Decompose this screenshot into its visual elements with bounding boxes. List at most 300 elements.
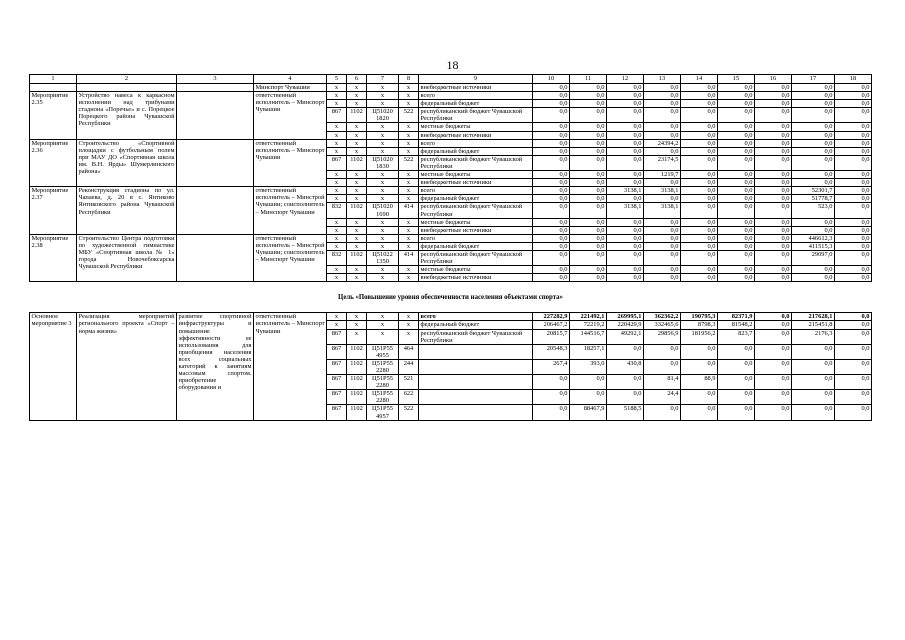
source-cell: внебюджетные источники (419, 274, 533, 282)
code-cell: Ц51020 1690 (367, 203, 399, 218)
value-cell: 0,0 (533, 242, 570, 250)
value-cell: 0,0 (755, 234, 792, 242)
code-cell: x (327, 131, 347, 139)
code-cell: x (347, 313, 367, 321)
value-cell: 0,0 (570, 195, 607, 203)
value-cell: 0,0 (644, 234, 681, 242)
value-cell: 0,0 (755, 147, 792, 155)
source-cell: всего (419, 234, 533, 242)
value-cell: 29097,0 (792, 250, 835, 265)
value-cell: 0,0 (718, 92, 755, 100)
executor-cell: ответственный исполнитель – Минспорт Чувашии (254, 92, 327, 140)
value-cell: 227282,9 (533, 313, 570, 321)
value-cell: 0,0 (681, 100, 718, 108)
value-cell: 0,0 (533, 84, 570, 92)
value-cell: 0,0 (792, 405, 835, 420)
value-cell: 823,7 (718, 329, 755, 344)
code-cell: x (367, 218, 399, 226)
code-cell: x (327, 139, 347, 147)
code-cell: x (327, 147, 347, 155)
value-cell: 3138,1 (607, 203, 644, 218)
value-cell: 0,0 (755, 405, 792, 420)
code-cell: x (367, 321, 399, 329)
activity-name-cell: Мероприятие 2.35 (30, 92, 77, 140)
value-cell: 0,0 (718, 139, 755, 147)
code-cell: x (347, 179, 367, 187)
value-cell: 0,0 (644, 108, 681, 123)
code-cell: Ц51022 1350 (367, 250, 399, 265)
value-cell: 0,0 (570, 187, 607, 195)
value-cell: 0,0 (644, 344, 681, 359)
value-cell: 206467,2 (533, 321, 570, 329)
source-cell (419, 359, 533, 374)
value-cell: 0,0 (835, 108, 872, 123)
code-cell: x (367, 147, 399, 155)
value-cell: 0,0 (755, 313, 792, 321)
table-row (30, 84, 872, 92)
value-cell: 0,0 (607, 375, 644, 390)
value-cell: 0,0 (644, 84, 681, 92)
code-cell: x (327, 242, 347, 250)
value-cell: 0,0 (755, 108, 792, 123)
code-cell: 1102 (347, 390, 367, 405)
source-cell: всего (419, 187, 533, 195)
value-cell: 0,0 (835, 375, 872, 390)
code-cell: x (347, 100, 367, 108)
value-cell: 0,0 (607, 266, 644, 274)
goal-heading: Цель «Повышение уровня обеспеченности населения объектами спорта» (30, 282, 872, 313)
code-cell: x (367, 123, 399, 131)
code-cell: x (347, 147, 367, 155)
code-cell: x (399, 147, 419, 155)
value-cell: 0,0 (835, 123, 872, 131)
value-cell: 0,0 (644, 242, 681, 250)
value-cell: 0,0 (681, 187, 718, 195)
value-cell: 362362,2 (644, 313, 681, 321)
source-cell: республиканский бюджет Чувашской Республики (419, 203, 533, 218)
value-cell: 0,0 (792, 92, 835, 100)
value-cell: 0,0 (570, 203, 607, 218)
code-cell: x (367, 100, 399, 108)
value-cell: 0,0 (718, 123, 755, 131)
value-cell: 20548,3 (533, 344, 570, 359)
code-cell: x (327, 100, 347, 108)
value-cell: 0,0 (792, 108, 835, 123)
value-cell: 0,0 (681, 131, 718, 139)
value-cell: 217628,1 (792, 313, 835, 321)
value-cell: 393,0 (570, 359, 607, 374)
executor-cell: ответственный исполнитель – Минспорт Чувашии (254, 139, 327, 187)
empty-cell (177, 84, 254, 92)
value-cell: 0,0 (607, 131, 644, 139)
value-cell: 0,0 (718, 187, 755, 195)
value-cell: 0,0 (755, 171, 792, 179)
code-cell: x (367, 187, 399, 195)
value-cell: 0,0 (607, 250, 644, 265)
value-cell: 221492,1 (570, 313, 607, 321)
value-cell: 52301,7 (792, 187, 835, 195)
value-cell: 0,0 (835, 179, 872, 187)
code-cell: x (367, 171, 399, 179)
value-cell: 0,0 (533, 187, 570, 195)
source-cell: местные бюджеты (419, 171, 533, 179)
code-cell: 622 (399, 390, 419, 405)
value-cell: 51778,7 (792, 195, 835, 203)
value-cell: 0,0 (570, 390, 607, 405)
value-cell: 0,0 (835, 84, 872, 92)
value-cell: 0,0 (755, 359, 792, 374)
value-cell: 5188,5 (607, 405, 644, 420)
value-cell: 0,0 (718, 147, 755, 155)
value-cell: 0,0 (718, 390, 755, 405)
col-header: 15 (718, 75, 755, 84)
value-cell: 0,0 (681, 250, 718, 265)
code-cell: 244 (399, 359, 419, 374)
value-cell: 0,0 (755, 344, 792, 359)
value-cell: 0,0 (792, 359, 835, 374)
value-cell: 190795,3 (681, 313, 718, 321)
value-cell: 0,0 (607, 195, 644, 203)
empty-cell (177, 234, 254, 282)
code-cell: Ц51Р55 4955 (367, 344, 399, 359)
code-cell: x (399, 242, 419, 250)
col-header: 12 (607, 75, 644, 84)
code-cell: x (347, 139, 367, 147)
source-cell: республиканский бюджет Чувашской Республики (419, 108, 533, 123)
code-cell: Ц51020 1820 (367, 108, 399, 123)
value-cell: 81548,2 (718, 321, 755, 329)
code-cell: x (399, 195, 419, 203)
value-cell: 81,4 (644, 375, 681, 390)
code-cell: x (367, 274, 399, 282)
value-cell: 0,0 (718, 266, 755, 274)
value-cell: 0,0 (644, 195, 681, 203)
col-header: 18 (835, 75, 872, 84)
code-cell: Ц51Р55 4957 (367, 405, 399, 420)
code-cell: 1102 (347, 359, 367, 374)
col-header: 6 (347, 75, 367, 84)
value-cell: 0,0 (607, 234, 644, 242)
value-cell: 0,0 (835, 321, 872, 329)
value-cell: 0,0 (533, 218, 570, 226)
value-cell: 0,0 (835, 313, 872, 321)
value-cell: 0,0 (755, 123, 792, 131)
value-cell: 0,0 (607, 108, 644, 123)
code-cell: x (399, 274, 419, 282)
code-cell: x (347, 226, 367, 234)
code-cell: 1102 (347, 344, 367, 359)
code-cell: x (347, 218, 367, 226)
value-cell: 0,0 (533, 195, 570, 203)
header-row (30, 75, 872, 84)
value-cell: 0,0 (533, 100, 570, 108)
value-cell: 0,0 (607, 100, 644, 108)
code-cell: x (347, 123, 367, 131)
value-cell: 24394,2 (644, 139, 681, 147)
code-cell: 522 (399, 155, 419, 170)
value-cell: 2176,3 (792, 329, 835, 344)
code-cell: 867 (327, 329, 347, 344)
code-cell: x (399, 139, 419, 147)
value-cell: 0,0 (533, 390, 570, 405)
value-cell: 0,0 (607, 274, 644, 282)
source-cell: местные бюджеты (419, 266, 533, 274)
code-cell: 414 (399, 203, 419, 218)
value-cell: 0,0 (755, 390, 792, 405)
code-cell: x (367, 195, 399, 203)
value-cell: 0,0 (607, 242, 644, 250)
value-cell: 0,0 (644, 179, 681, 187)
code-cell: x (399, 131, 419, 139)
code-cell: x (367, 329, 399, 344)
value-cell: 0,0 (755, 250, 792, 265)
value-cell: 0,0 (835, 100, 872, 108)
value-cell: 446612,3 (792, 234, 835, 242)
value-cell: 0,0 (570, 84, 607, 92)
goal-desc-cell: развитие спортивной инфраструктуры и повышение эффективности ее использования для приобщения населения всех социальных категорий к занятиям массовым спортом. приобретение оборудования и (177, 313, 254, 420)
code-cell: 1102 (347, 203, 367, 218)
value-cell: 0,0 (792, 147, 835, 155)
col-header: 16 (755, 75, 792, 84)
value-cell: 0,0 (681, 390, 718, 405)
value-cell: 0,0 (570, 375, 607, 390)
col-header: 2 (77, 75, 177, 84)
col-header: 14 (681, 75, 718, 84)
value-cell: 0,0 (681, 155, 718, 170)
value-cell: 0,0 (718, 155, 755, 170)
col-header: 13 (644, 75, 681, 84)
table-row (30, 234, 872, 242)
value-cell: 0,0 (533, 375, 570, 390)
value-cell: 0,0 (718, 226, 755, 234)
code-cell: 1102 (347, 155, 367, 170)
value-cell: 0,0 (835, 405, 872, 420)
value-cell: 0,0 (644, 100, 681, 108)
code-cell: x (399, 123, 419, 131)
col-header: 7 (367, 75, 399, 84)
source-cell: всего (419, 92, 533, 100)
budget-table (29, 74, 872, 421)
value-cell: 0,0 (792, 390, 835, 405)
value-cell: 0,0 (570, 147, 607, 155)
code-cell: x (399, 234, 419, 242)
empty-cell (177, 92, 254, 140)
value-cell: 0,0 (681, 274, 718, 282)
source-cell: внебюджетные источники (419, 226, 533, 234)
code-cell: x (367, 92, 399, 100)
code-cell: x (367, 234, 399, 242)
value-cell: 0,0 (607, 179, 644, 187)
value-cell: 0,0 (835, 359, 872, 374)
value-cell: 0,0 (792, 84, 835, 92)
value-cell: 0,0 (681, 147, 718, 155)
value-cell: 0,0 (681, 92, 718, 100)
value-cell: 0,0 (792, 266, 835, 274)
code-cell: 1102 (347, 375, 367, 390)
source-cell: внебюджетные источники (419, 84, 533, 92)
activity-desc-cell: Реализация мероприятий регионального проекта «Спорт – норма жизни» (77, 313, 177, 420)
executor-cell: Минспорт Чувашии (254, 84, 327, 92)
value-cell: 0,0 (835, 242, 872, 250)
col-header: 8 (399, 75, 419, 84)
value-cell: 3138,1 (607, 187, 644, 195)
code-cell: x (327, 84, 347, 92)
value-cell: 0,0 (681, 179, 718, 187)
value-cell: 49292,1 (607, 329, 644, 344)
value-cell: 220429,9 (607, 321, 644, 329)
value-cell: 0,0 (570, 100, 607, 108)
value-cell: 0,0 (755, 195, 792, 203)
value-cell: 523,0 (792, 203, 835, 218)
code-cell: x (399, 179, 419, 187)
value-cell: 0,0 (755, 218, 792, 226)
value-cell: 0,0 (755, 274, 792, 282)
code-cell: 867 (327, 155, 347, 170)
code-cell: x (327, 92, 347, 100)
source-cell: федеральный бюджет (419, 195, 533, 203)
code-cell: x (367, 266, 399, 274)
code-cell: x (327, 171, 347, 179)
code-cell: x (399, 100, 419, 108)
value-cell: 24,4 (644, 390, 681, 405)
value-cell: 267,4 (533, 359, 570, 374)
value-cell: 20815,7 (533, 329, 570, 344)
value-cell: 0,0 (607, 226, 644, 234)
code-cell: 464 (399, 344, 419, 359)
code-cell: 522 (399, 405, 419, 420)
value-cell: 0,0 (718, 405, 755, 420)
value-cell: 0,0 (607, 344, 644, 359)
value-cell: 0,0 (644, 92, 681, 100)
source-cell: местные бюджеты (419, 218, 533, 226)
value-cell: 430,8 (607, 359, 644, 374)
source-cell: федеральный бюджет (419, 242, 533, 250)
empty-cell (77, 84, 177, 92)
value-cell: 0,0 (644, 405, 681, 420)
value-cell: 0,0 (755, 203, 792, 218)
value-cell: 0,0 (533, 405, 570, 420)
value-cell: 0,0 (533, 92, 570, 100)
code-cell: x (367, 179, 399, 187)
value-cell: 0,0 (835, 218, 872, 226)
value-cell: 0,0 (835, 92, 872, 100)
value-cell: 0,0 (607, 147, 644, 155)
goal-row (30, 282, 872, 313)
value-cell: 0,0 (835, 131, 872, 139)
value-cell: 0,0 (755, 179, 792, 187)
col-header: 3 (177, 75, 254, 84)
code-cell: Ц51Р55 2280 (367, 375, 399, 390)
activity-name-cell: Мероприятие 2.38 (30, 234, 77, 282)
code-cell: x (399, 84, 419, 92)
value-cell: 0,0 (533, 139, 570, 147)
value-cell: 8798,3 (681, 321, 718, 329)
code-cell: x (347, 171, 367, 179)
value-cell: 0,0 (792, 171, 835, 179)
value-cell: 0,0 (755, 92, 792, 100)
value-cell: 82371,9 (718, 313, 755, 321)
activity-name-cell: Основное мероприятие 3 (30, 313, 77, 420)
page-number: 18 (446, 58, 459, 72)
value-cell: 0,0 (792, 123, 835, 131)
value-cell: 0,0 (570, 250, 607, 265)
code-cell: x (327, 266, 347, 274)
value-cell: 0,0 (644, 147, 681, 155)
col-header: 10 (533, 75, 570, 84)
value-cell: 0,0 (718, 344, 755, 359)
value-cell: 0,0 (533, 274, 570, 282)
value-cell: 0,0 (755, 226, 792, 234)
code-cell: x (347, 84, 367, 92)
value-cell: 0,0 (792, 344, 835, 359)
code-cell: 867 (327, 359, 347, 374)
code-cell: x (399, 321, 419, 329)
value-cell: 144516,7 (570, 329, 607, 344)
value-cell: 3138,1 (644, 203, 681, 218)
value-cell: 0,0 (533, 234, 570, 242)
value-cell: 0,0 (533, 266, 570, 274)
code-cell: 867 (327, 390, 347, 405)
code-cell: x (327, 234, 347, 242)
value-cell: 0,0 (644, 266, 681, 274)
value-cell: 0,0 (570, 123, 607, 131)
value-cell: 0,0 (718, 274, 755, 282)
value-cell: 0,0 (681, 84, 718, 92)
value-cell: 0,0 (718, 203, 755, 218)
value-cell: 332465,6 (644, 321, 681, 329)
code-cell: x (347, 187, 367, 195)
activity-desc-cell: Реконструкция стадиона по ул. Чапаева, д. 20 в с. Янтиково Янтиковского района Чувашской Республики (77, 187, 177, 235)
value-cell: 0,0 (835, 344, 872, 359)
activity-desc-cell: Строительство Центра подготовки по художественной гимнастике МБУ «Спортивная школа № 1» города Новочебоксарска Чувашской Республики (77, 234, 177, 282)
value-cell: 0,0 (570, 242, 607, 250)
value-cell: 0,0 (835, 147, 872, 155)
value-cell: 0,0 (718, 171, 755, 179)
source-cell: федеральный бюджет (419, 147, 533, 155)
code-cell: 1102 (347, 405, 367, 420)
code-cell: 414 (399, 250, 419, 265)
source-cell: внебюджетные источники (419, 179, 533, 187)
value-cell: 0,0 (835, 390, 872, 405)
value-cell: 0,0 (835, 195, 872, 203)
executor-cell: ответственный исполнитель – Минстрой Чувашии; соисполнитель – Минспорт Чувашии (254, 187, 327, 235)
code-cell: x (347, 195, 367, 203)
value-cell: 0,0 (607, 84, 644, 92)
code-cell: Ц51Р55 2280 (367, 359, 399, 374)
value-cell: 3138,1 (644, 187, 681, 195)
code-cell: x (399, 329, 419, 344)
value-cell: 181956,2 (681, 329, 718, 344)
value-cell: 0,0 (718, 179, 755, 187)
value-cell: 29856,9 (644, 329, 681, 344)
value-cell: 0,0 (607, 390, 644, 405)
code-cell: x (347, 321, 367, 329)
code-cell: x (327, 195, 347, 203)
code-cell: x (399, 92, 419, 100)
value-cell: 0,0 (718, 84, 755, 92)
code-cell: x (327, 123, 347, 131)
value-cell: 0,0 (570, 92, 607, 100)
code-cell: x (327, 274, 347, 282)
value-cell: 411515,3 (792, 242, 835, 250)
activity-desc-cell: Строительство «Спортивной площадки с футбольным полем при МАУ ДО «Спортивная школа им. В.Н. Ярды» Шумерлинского района» (77, 139, 177, 187)
value-cell: 0,0 (755, 187, 792, 195)
value-cell: 0,0 (792, 274, 835, 282)
value-cell: 0,0 (835, 234, 872, 242)
source-cell: федеральный бюджет (419, 321, 533, 329)
value-cell: 0,0 (835, 226, 872, 234)
source-cell: всего (419, 313, 533, 321)
